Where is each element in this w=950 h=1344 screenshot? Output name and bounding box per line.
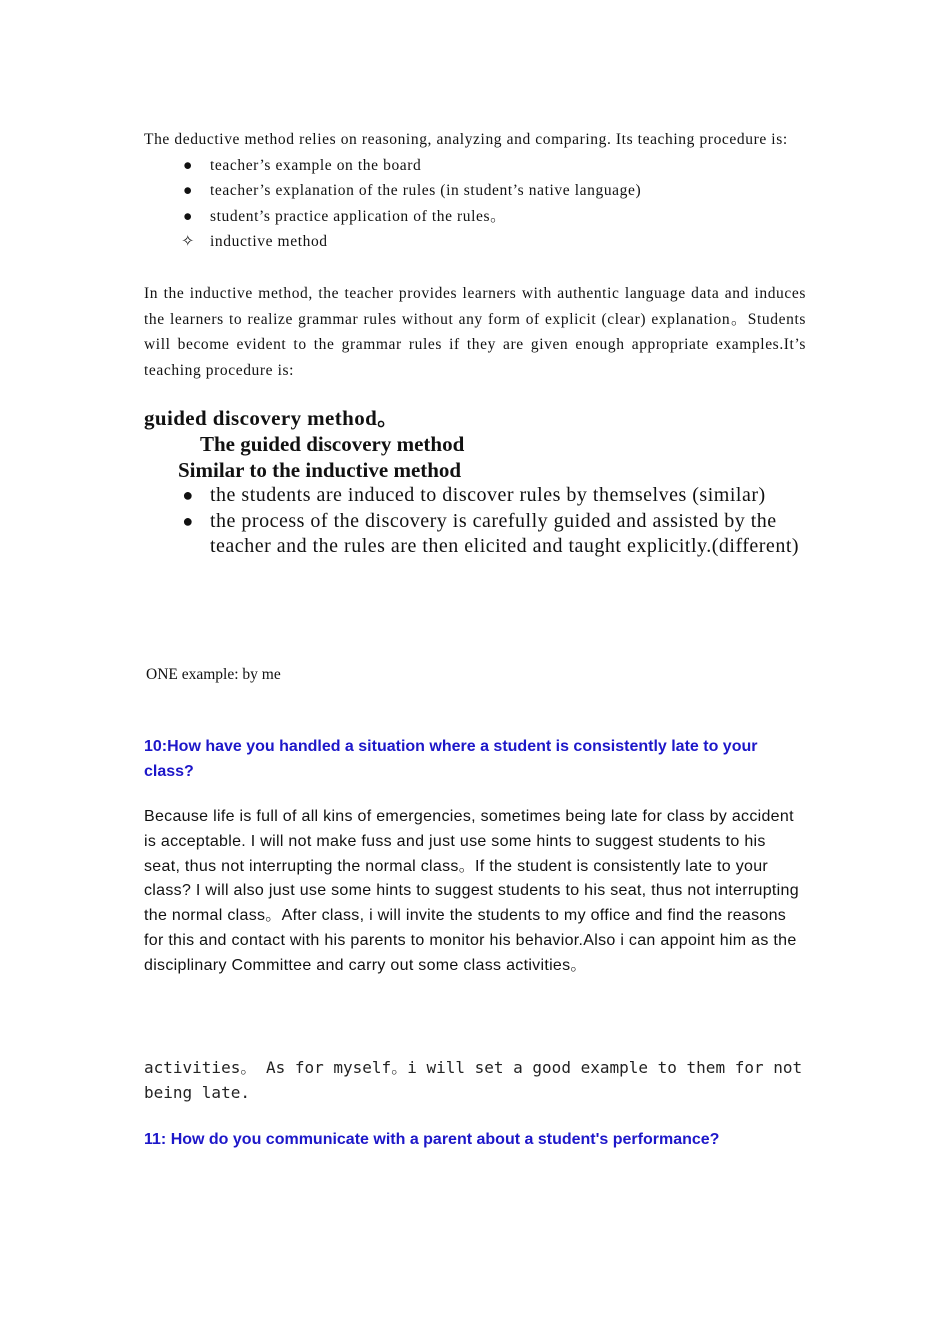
list-item-text: the students are induced to discover rules by themselves (similar) <box>210 484 766 506</box>
diamond-star-icon: ✧ <box>181 233 195 250</box>
list-item-text: the process of the discovery is carefully guided and assisted by the teacher and the rules are then elicited and taught explicitly.(different) <box>210 509 800 557</box>
bullet-icon: ● <box>182 510 194 531</box>
deductive-procedure-list <box>144 153 806 255</box>
bullet-icon: ● <box>183 207 193 225</box>
guided-discovery-heading: guided discovery method。 <box>144 406 399 430</box>
bullet-icon: ● <box>183 182 193 199</box>
list-item-text: inductive method <box>210 233 328 250</box>
list-item-text: teacher’s explanation of the rules (in student’s native language) <box>210 182 642 199</box>
guided-discovery-subheading: The guided discovery method <box>200 432 465 456</box>
answer-10-paragraph: Because life is full of all kins of emergencies, sometimes being late for class by accident is acceptable. I will not make fuss and just use some hints to suggest students to his seat, thus not interrupting the normal class。If the student is consistently late to your class? I will also just use some hints to suggest students to his seat, thus not interrupting the normal class。After class, i will invite the students to my office and find the reasons for this and contact with his parents to monitor his behavior.Also i can appoint him as the disciplinary Committee and carry out some class activities。 <box>144 808 799 974</box>
similar-inductive-heading: Similar to the inductive method <box>178 458 462 482</box>
question-10-heading: 10:How have you handled a situation where a student is consistently late to your class? <box>144 738 758 780</box>
question-11-heading: 11: How do you communicate with a parent about a student's performance? <box>144 1131 720 1148</box>
list-item <box>144 178 806 204</box>
list-item <box>144 204 806 230</box>
deductive-method-section <box>144 127 806 255</box>
deductive-intro: The deductive method relies on reasoning, analyzing and comparing. Its teaching procedure is: <box>144 131 788 148</box>
list-item <box>144 509 806 560</box>
list-item <box>144 483 806 509</box>
list-item-text: student’s practice application of the rules。 <box>210 207 507 225</box>
bullet-icon: ● <box>183 156 193 174</box>
list-item <box>144 153 806 179</box>
guided-discovery-section <box>144 483 806 560</box>
example-line: ONE example: by me <box>146 666 281 683</box>
inductive-method-paragraph: In the inductive method, the teacher provides learners with authentic language data and induces the learners to realize grammar rules without any form of explicit (clear) explanation。Students will become evident to the grammar rules if they are given enough appropriate examples.It’s teaching procedure is: <box>144 285 806 379</box>
list-item-text: teacher’s example on the board <box>210 156 422 174</box>
bullet-icon: ● <box>182 485 194 505</box>
guided-discovery-list <box>144 483 806 560</box>
list-item <box>144 229 806 255</box>
answer-10-continuation: activities。 As for myself。i will set a good example to them for not being late. <box>144 1058 803 1102</box>
